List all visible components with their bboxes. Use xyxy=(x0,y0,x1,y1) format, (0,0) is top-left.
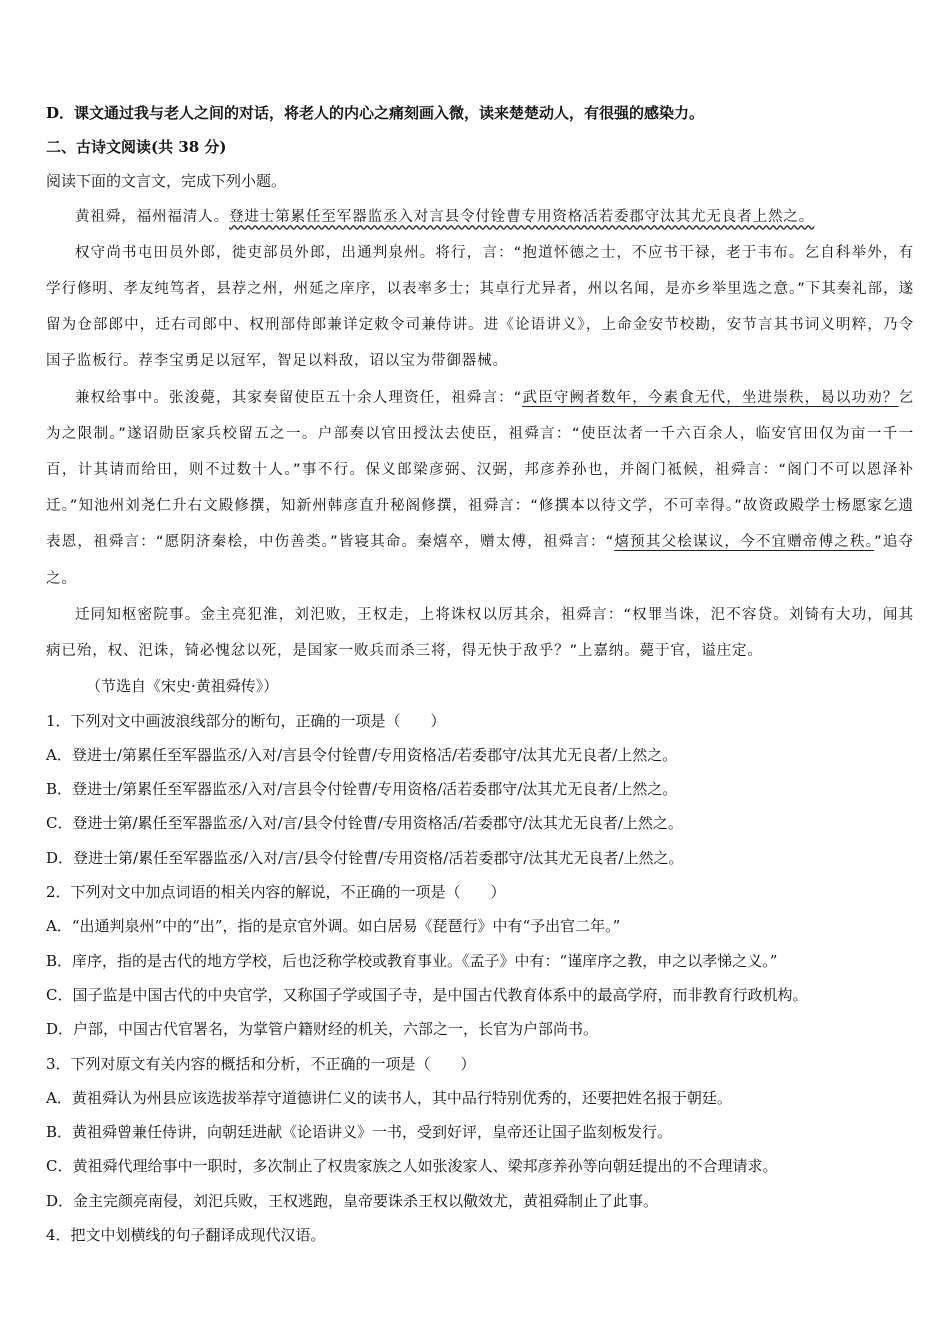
option-text: 课文通过我与老人之间的对话，将老人的内心之痛刻画入微，读来楚楚动人，有很强的感染力。 xyxy=(74,104,705,122)
passage-text: 兼权给事中。张浚薨，其家奏留使臣五十余人理资任，祖舜言：“ xyxy=(75,389,523,406)
option-c: C．国子监是中国古代的中央官学，又称国子学或国子寺，是中国古代教育体系中的最高学府，而非教育行政机构。 xyxy=(46,985,808,1004)
option-label: D． xyxy=(46,104,75,122)
option-b: B．黄祖舜曾兼任侍讲，向朝廷进献《论语讲义》一书，受到好评，皇帝还让国子监刻板发行。 xyxy=(46,1123,673,1142)
question-option-d-prev xyxy=(46,96,914,130)
passage-paragraph-4: 迁同知枢密院事。金主亮犯淮，刘汜败，王权走，上将诛权以厉其余，祖舜言：“权罪当诛，汜不容贷。刘锜有大功，闻其病已殆，权、汜诛，锜必愧忿以死，是国家一败兵而杀三将，得无快于敌乎？”上嘉纳。薨于官，谥庄定。 xyxy=(46,606,914,660)
document-page xyxy=(46,96,914,1252)
section-instruction: 阅读下面的文言文，完成下列小题。 xyxy=(46,172,287,191)
passage-text: ”追夺之。 xyxy=(46,534,914,587)
question-stem: 3．下列对原文有关内容的概括和分析，不正确的一项是（ ） xyxy=(46,1054,476,1073)
passage-paragraph-2: 权守尚书屯田员外郎，徙吏部员外郎，出通判泉州。将行，言：“抱道怀德之士，不应书干禄，老于韦布。乞自科举外，有学行修明、孝友纯笃者，县荐之州，州延之庠序，以表率多士；其卓行尤异者，州以名闻，是亦乡举里选之意。”下其奏礼部，遂留为仓部郎中，迁右司郎中、权刑部侍郎兼详定敕令司兼侍讲。进《论语讲义》，上命金安节校勘，安节言其书词义明粹，乃令国子监板行。荐李宝勇足以冠军，智足以料敌，诏以宝为带御器械。 xyxy=(46,244,914,370)
question-stem: 1．下列对文中画波浪线部分的断句，正确的一项是（ ） xyxy=(46,711,446,730)
question-2 xyxy=(46,875,914,1046)
question-3 xyxy=(46,1047,914,1218)
passage-text: 乞为之限制。”遂诏勋臣家兵校留五之一。户部奏以官田授汰去使臣，祖舜言：“使臣汰者一千六百余人，临安官田仅为亩一千一百，计其请而给田，则不过数十人。”事不行。保义郎梁彦弼、汉弼，邦彦养孙也，并阁门祗候，祖舜言：“阁门不可以恩泽补迁。”知池州刘尧仁升右文殿修撰，知新州韩彦直升秘阁修撰，祖舜言：“修撰本以待文学，不可幸得。”故资政殿学士杨愿家乞遗表恩，祖舜言：“愿阴济秦桧，中伤善类。”皆寝其命。秦熺卒，赠太傅，祖舜言：“ xyxy=(46,389,915,551)
underlined-sentence-1: 武臣守阙者数年，今素食无代，坐进崇秩，曷以功劝？ xyxy=(522,389,899,406)
section-heading: 二、古诗文阅读(共 38 分) xyxy=(46,138,227,157)
option-d: D．登进士第/累任至军器监丞/入对/言/县令付铨曹/专用资格/㓉若委郡守/汰其尤无良者/上然之。 xyxy=(46,848,684,867)
wavy-underlined-sentence: 登进士第累任至军器监丞入对言县令付铨曹专用资格㓉若委郡守汰其尤无良者上然之。 xyxy=(229,208,815,225)
option-a: A．黄祖舜认为州县应该选拔举荐守道德讲仁义的读书人，其中品行特别优秀的，还要把姓名报于朝廷。 xyxy=(46,1088,732,1107)
underlined-sentence-2: 熺预其父桧谋议，今不宜赠帝傅之秩。 xyxy=(614,534,875,551)
option-b: B．登进士/第累任至军器监丞/入对/言县令付铨曹/专用资格/㓉若委郡守/汰其尤无良者/上然之。 xyxy=(46,780,678,799)
passage-text: 黄祖舜，福州福清人。 xyxy=(75,208,229,225)
option-d: D．金主完颜亮南侵，刘汜兵败，王权逃跑，皇帝要诛杀王权以儆效尤，黄祖舜制止了此事。 xyxy=(46,1191,659,1210)
option-b: B．庠序，指的是古代的地方学校，后也泛称学校或教育事业。《孟子》中有：“谨庠序之教，申之以孝悌之义。” xyxy=(46,951,778,970)
passage-paragraph-3 xyxy=(46,380,914,597)
option-c: C．登进士第/累任至军器监丞/入对/言/县令付铨曹/专用资格㓉/若委郡守/汰其尤无良者/上然之。 xyxy=(46,814,683,833)
question-stem: 4．把文中划横线的句子翻译成现代汉语。 xyxy=(46,1225,326,1244)
question-4 xyxy=(46,1218,914,1252)
option-c: C．黄祖舜代理给事中一职时，多次制止了权贵家族之人如张浚家人、梁邦彦养孙等向朝廷提出的不合理请求。 xyxy=(46,1157,778,1176)
option-a: A．登进士/第累任至军器监丞/入对/言县令付铨曹/专用资格㓉/若委郡守/汰其尤无良者/上然之。 xyxy=(46,745,678,764)
question-stem: 2．下列对文中加点词语的相关内容的解说，不正确的一项是（ ） xyxy=(46,883,506,902)
passage-source: （节选自《宋史·黄祖舜传》） xyxy=(86,677,279,696)
option-d: D．户部，中国古代官署名，为掌管户籍财经的机关，六部之一，长官为户部尚书。 xyxy=(46,1020,599,1039)
passage-paragraph-1 xyxy=(46,199,914,235)
option-a: A．“出通判泉州”中的“出”，指的是京官外调。如白居易《琵琶行》中有“予出官二年。” xyxy=(46,917,621,936)
question-1 xyxy=(46,704,914,875)
